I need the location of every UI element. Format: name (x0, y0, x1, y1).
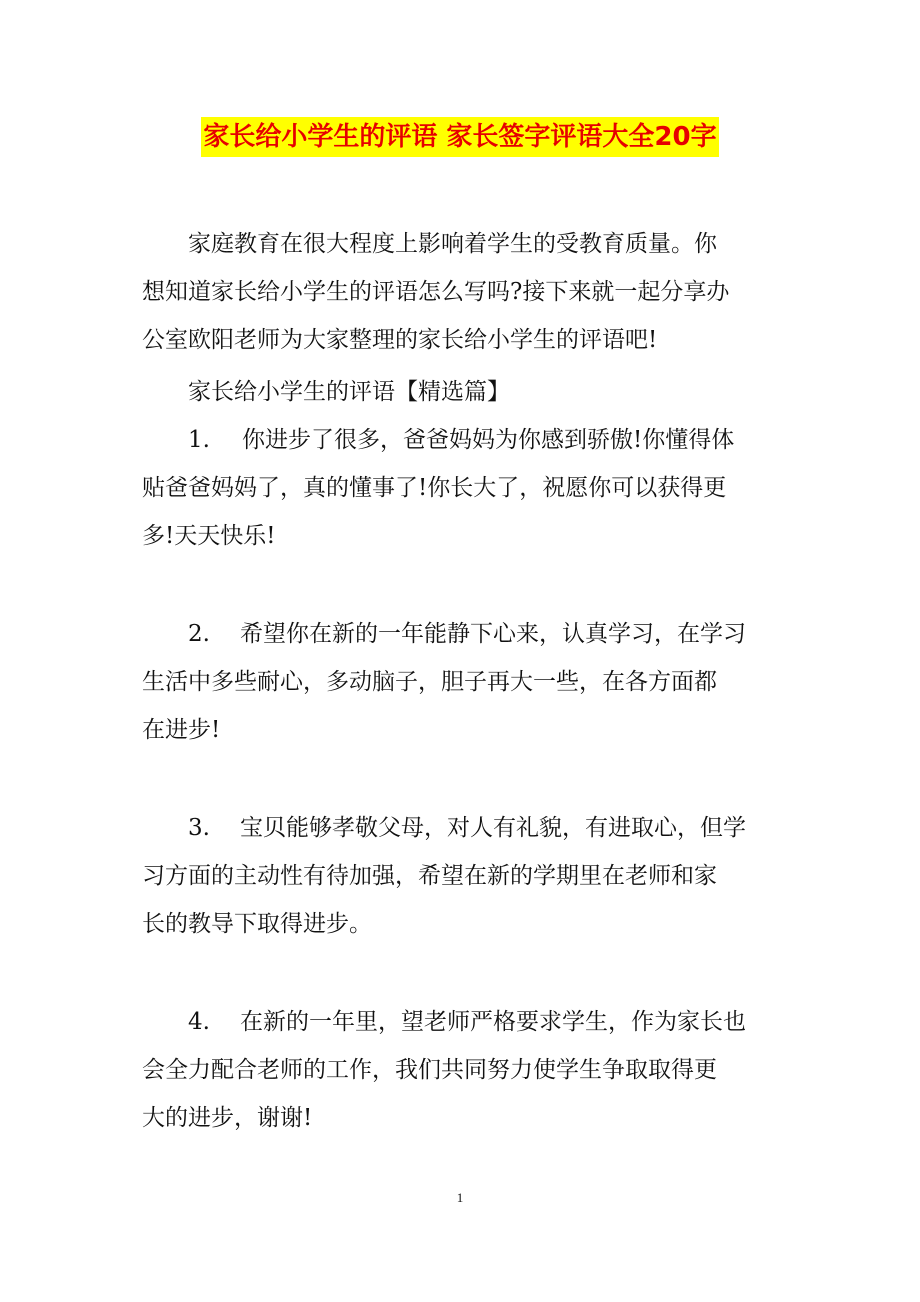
item-number: 4. (188, 1009, 210, 1035)
page-number: 1 (456, 1190, 464, 1205)
item-line: 在新的一年里，望老师严格要求学生，作为家长也 (240, 1009, 746, 1035)
list-item-2 (142, 610, 790, 754)
item-line: 大的进步，谢谢! (142, 1105, 313, 1131)
intro-line: 家庭教育在很大程度上影响着学生的受教育质量。你 (188, 231, 717, 257)
item-number: 2. (188, 621, 210, 647)
item-number: 1. (188, 427, 210, 453)
item-line: 在进步! (142, 717, 221, 743)
list-item-1 (142, 416, 790, 560)
item-line: 会全力配合老师的工作，我们共同努力使学生争取取得更 (142, 1057, 717, 1083)
item-line: 多!天天快乐! (142, 523, 276, 549)
intro-line: 想知道家长给小学生的评语怎么写吗?接下来就一起分享办 (142, 279, 730, 305)
item-line: 宝贝能够孝敬父母，对人有礼貌，有进取心，但学 (240, 815, 746, 841)
item-line: 希望你在新的一年能静下心来，认真学习，在学习 (240, 621, 746, 647)
item-line: 贴爸爸妈妈了，真的懂事了!你长大了，祝愿你可以获得更 (142, 475, 727, 501)
item-number: 3. (188, 815, 210, 841)
intro-line: 公室欧阳老师为大家整理的家长给小学生的评语吧! (142, 327, 658, 353)
document-title (0, 116, 920, 157)
item-line: 生活中多些耐心，多动脑子，胆子再大一些，在各方面都 (142, 669, 717, 695)
list-item-4 (142, 998, 790, 1142)
item-line: 习方面的主动性有待加强，希望在新的学期里在老师和家 (142, 863, 717, 889)
list-item-3 (142, 804, 790, 948)
title-text: 家长给小学生的评语 家长签字评语大全20字 (201, 117, 718, 157)
item-line: 你进步了很多，爸爸妈妈为你感到骄傲!你懂得体 (242, 427, 735, 453)
section-heading (142, 368, 790, 416)
intro-paragraph (142, 220, 790, 364)
section-heading-text: 家长给小学生的评语【精选篇】 (188, 379, 510, 405)
item-line: 长的教导下取得进步。 (142, 911, 372, 937)
